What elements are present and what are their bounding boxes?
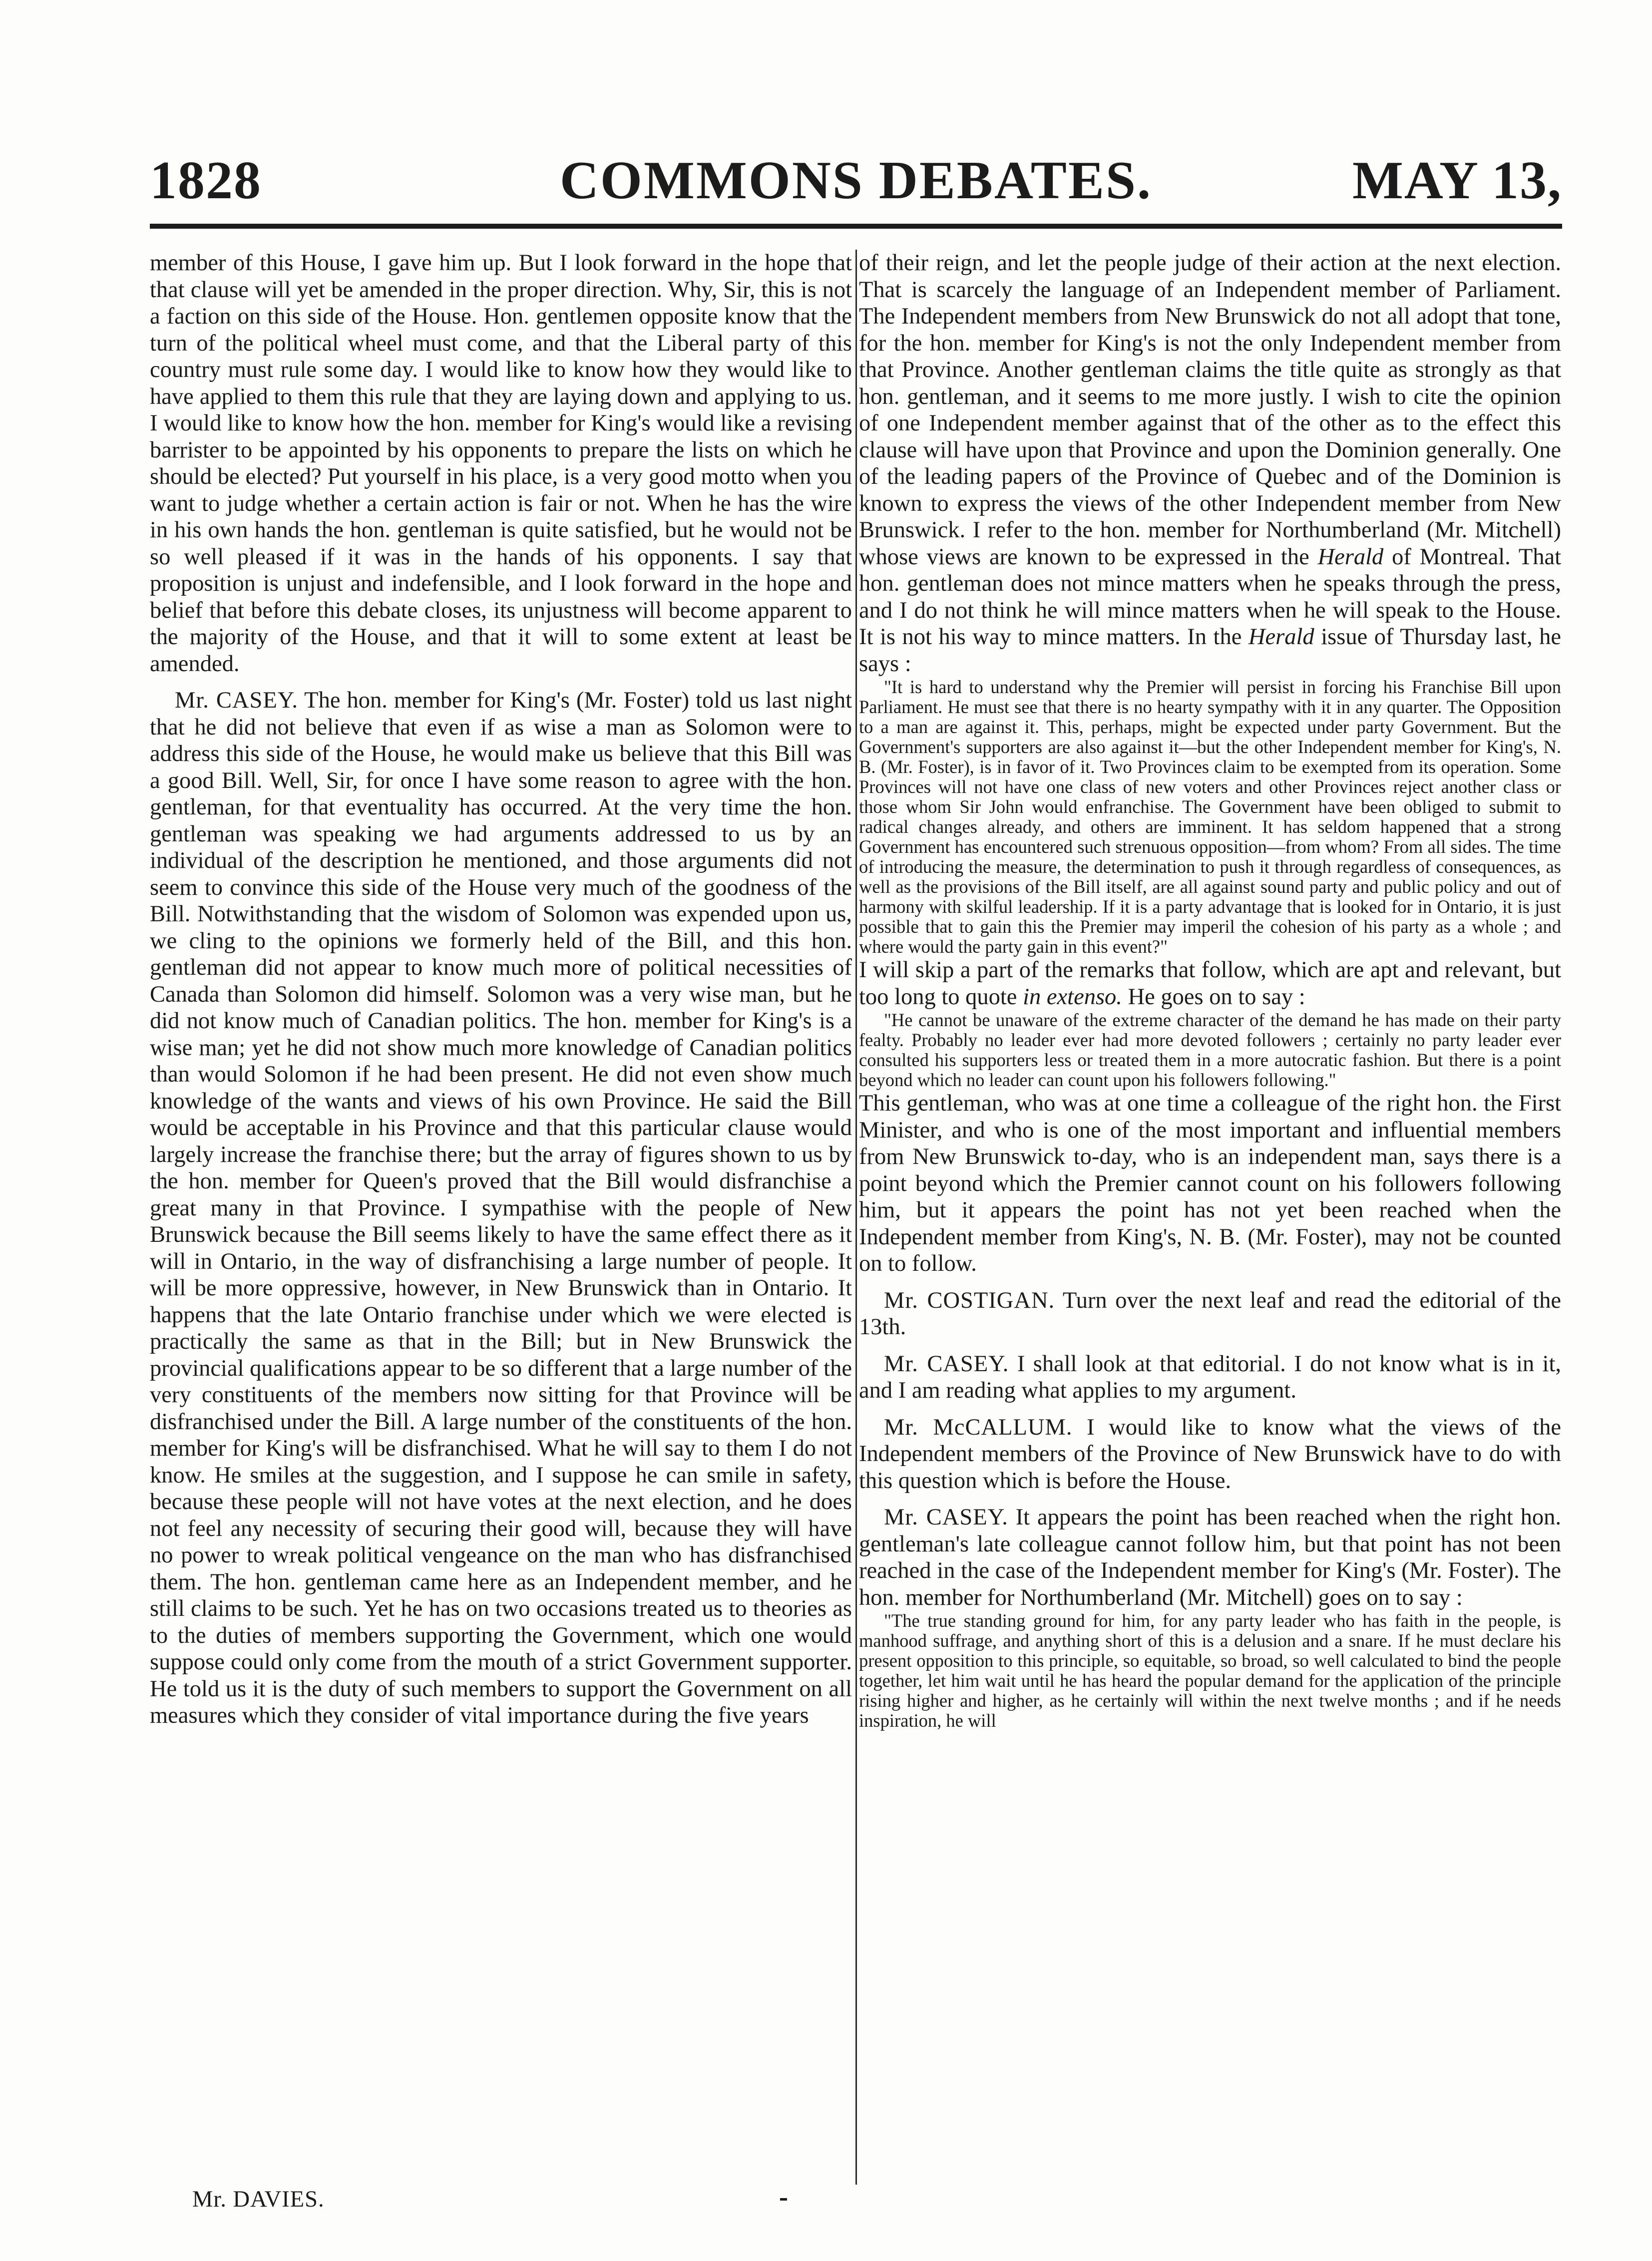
quoted-extract-1: "It is hard to understand why the Premier will persist in forcing his Franchise Bill upon Parliament. He must see that there is no hearty sympathy with it in any quarter. The Opposition to a man are against it. This, perhaps, might be expected under party Government. But the Government's supporters are also against it—but the other Independent member for King's, N. B. (Mr. Foster), is in favor of it. Two Provinces claim to be exempted from its operation. Some Provinces will not have one class of new voters and other Provinces reject another class or those whom Sir John would enfranchise. The Government have been obliged to submit to radical changes already, and others are imminent. It has seldom happened that a strong Government has encountered such strenuous opposition—from whom? From all sides. The time of introducing the measure, the determination to push it through regardless of consequences, as well as the provisions of the Bill itself, are all against sound party and public policy and out of harmony with skilful leadership. If it is a party advantage that is looked for in Ontario, it is just possible that to gain this the Premier may imperil the cohesion of his party as a whole ; and where would the party gain in this event?" [859, 677, 1561, 957]
page-header [150, 150, 1562, 225]
running-title: COMMONS DEBATES. [559, 151, 1153, 210]
footer-signature: Mr. DAVIES. [192, 2187, 325, 2212]
left-paragraph-1: member of this House, I gave him up. But I look forward in the hope that that clause will yet be amended in the proper direction. Why, Sir, this is not a faction on this side of the House. Hon. gentlemen opposite know that the turn of the political wheel must come, and that the Liberal party of this country must rule some day. I would like to know how they would like to have applied to them this rule that they are laying down and applying to us. I would like to know how the hon. member for King's would like a revising barrister to be appointed by his opponents to prepare the lists on which he should be elected? Put yourself in his place, is a very good motto when you want to judge whether a certain action is fair or not. When he has the wire in his own hands the hon. gentleman is quite satisfied, but he would not be so well pleased if it was in the hands of his opponents. I say that proposition is unjust and indefensible, and I look forward in the hope and belief that before this debate closes, its unjustness will become apparent to the majority of the House, and that it will to some extent at least be amended. [150, 250, 852, 677]
left-column [150, 250, 852, 1729]
right-paragraph-2 [859, 957, 1561, 1010]
speech-mccallum [859, 1414, 1561, 1495]
speaker-name: Mr. CASEY. [175, 688, 298, 713]
speech-casey-continued [859, 1504, 1561, 1611]
speaker-name: Mr. CASEY. [884, 1351, 1009, 1377]
header-date: MAY 13, [1352, 151, 1562, 210]
speaker-name: Mr. CASEY. [884, 1505, 1008, 1530]
speech-text: The hon. member for King's (Mr. Foster) told us last night that he did not believe that even if as wise a man as Solomon were to address this side of the House, he would make us believe that this Bill was a good Bill. Well, Sir, for once I have some reason to agree with the hon. gentleman, for that eventuality has occurred. At the very time the hon. gentleman was speaking we had arguments addressed to us by an individual of the description he mentioned, and those arguments did not seem to convince this side of the House very much of the goodness of the Bill. Notwithstanding that the wisdom of Solomon was expended upon us, we cling to the opinions we formerly held of the Bill, and this hon. gentleman did not appear to know much more of political necessities of Canada than Solomon did himself. Solomon was a very wise man, but he did not know much of Canadian politics. The hon. member for King's is a wise man; yet he did not show much more knowledge of Canadian politics than would Solomon if he had been present. He did not even show much knowledge of the wants and views of his own Province. He said the Bill would be acceptable in his Province and that this particular clause would largely increase the franchise there; but the array of figures shown to us by the hon. member for Queen's proved that the Bill would disfranchise a great many in that Province. I sympathise with the people of New Brunswick because the Bill seems likely to have the same effect there as it will in Ontario, in the way of disfranchising a large number of people. It will be more oppressive, however, in New Brunswick than in Ontario. It happens that the late Ontario franchise under which we were elected is practically the same as that in the Bill; but in New Brunswick the provincial qualifications appear to be so different that a large number of the very constituents of the members now sitting for that Province will be disfranchised under the Bill. A large number of the constituents of the hon. member for King's will be disfranchised. What he will say to them I do not know. He smiles at the suggestion, and I suppose he can smile in safety, because these people will not have votes at the next election, and he does not feel any necessity of securing their good will, because they will have no power to wreak political vengeance on the man who has disfranchised them. The hon. gentleman came here as an Independent member, and he still claims to be such. Yet he has on two occasions treated us to theories as to the duties of members supporting the Government, which one would suppose could only come from the mouth of a strict Government supporter. He told us it is the duty of such members to support the Government on all measures which they consider of vital importance during the five years [150, 688, 852, 1728]
paragraph-text: of Montreal. That hon. gentleman does not mince matters when he speaks through the press, and I do not think he will mince matters when he will speak to the House. It is not his way to mince matters. In the [859, 544, 1562, 650]
column-divider [855, 250, 857, 2185]
newspaper-name: Herald [1317, 544, 1384, 570]
speech-text: I shall look at that editorial. I do not know what is in it, and I am reading what applies to my argument. [859, 1351, 1562, 1403]
speech-text: I would like to know what the views of the Independent members of the Province of New Brunswick have to do with this question which is before the House. [859, 1414, 1561, 1494]
speaker-name: Mr. COSTIGAN. [884, 1287, 1055, 1313]
footer-mark [780, 2198, 787, 2201]
left-speech-casey [150, 687, 852, 1729]
paragraph-text: He goes on to say : [1128, 984, 1305, 1010]
right-column [859, 250, 1561, 1731]
paragraph-text: issue of Thursday last, he says : [859, 624, 1562, 677]
latin-phrase: in extenso. [1023, 984, 1122, 1010]
speech-casey-reply [859, 1351, 1561, 1404]
newspaper-name: Herald [1248, 624, 1314, 650]
right-paragraph-3: This gentleman, who was at one time a colleague of the right hon. the First Minister, and who is one of the most important and influential members from New Brunswick to-day, who is an independent man, says there is a point beyond which the Premier cannot count on his followers following him, but it appears the point has not yet been reached when the Independent member from King's, N. B. (Mr. Foster), may not be counted on to follow. [859, 1091, 1561, 1276]
quoted-extract-2: "He cannot be unaware of the extreme character of the demand he has made on their party fealty. Probably no leader ever had more devoted followers ; certainly no party leader ever consulted his supporters less or treated them in a more autocratic fashion. But there is a point beyond which no leader can count upon his followers following." [859, 1010, 1561, 1090]
speech-text: It appears the point has been reached when the right hon. gentleman's late colleague cannot follow him, but that point has not been reached in the case of the Independent member for King's (Mr. Foster). The hon. member for Northumberland (Mr. Mitchell) goes on to say : [859, 1505, 1562, 1610]
speech-costigan [859, 1287, 1561, 1341]
paragraph-text: of their reign, and let the people judge of their action at the next election. That is scarcely the language of an Independent member of Parliament. The Independent members from New Brunswick do not all adopt that tone, for the hon. member for King's is not the only Independent member from that Province. Another gentleman claims the title quite as strongly as that hon. gentleman, and it seems to me more justly. I wish to cite the opinion of one Independent member against that of the other as to the effect this clause will have upon that Province and upon the Dominion generally. One of the leading papers of the Province of Quebec and of the Dominion is known to express the views of the other Independent member from New Brunswick. I refer to the hon. member for Northumberland (Mr. Mitchell) whose views are known to be expressed in the [859, 250, 1561, 570]
quoted-extract-3: "The true standing ground for him, for any party leader who has faith in the people, is manhood suffrage, and anything short of this is a delusion and a snare. If he must declare his present opposition to this principle, so equitable, so broad, so well calculated to bind the people together, let him wait until he has heard the popular demand for the application of the principle rising higher and higher, as he certainly will within the next twelve months ; and if he needs inspiration, he will [859, 1610, 1561, 1731]
page-number: 1828 [150, 151, 262, 210]
header-rule [150, 224, 1562, 229]
paragraph-text: I will skip a part of the remarks that follow, which are apt and relevant, but too long to quote [859, 957, 1561, 1010]
right-paragraph-1 [859, 250, 1561, 677]
speech-text: Turn over the next leaf and read the editorial of the 13th. [859, 1287, 1561, 1340]
speaker-name: Mr. McCALLUM. [884, 1414, 1073, 1440]
